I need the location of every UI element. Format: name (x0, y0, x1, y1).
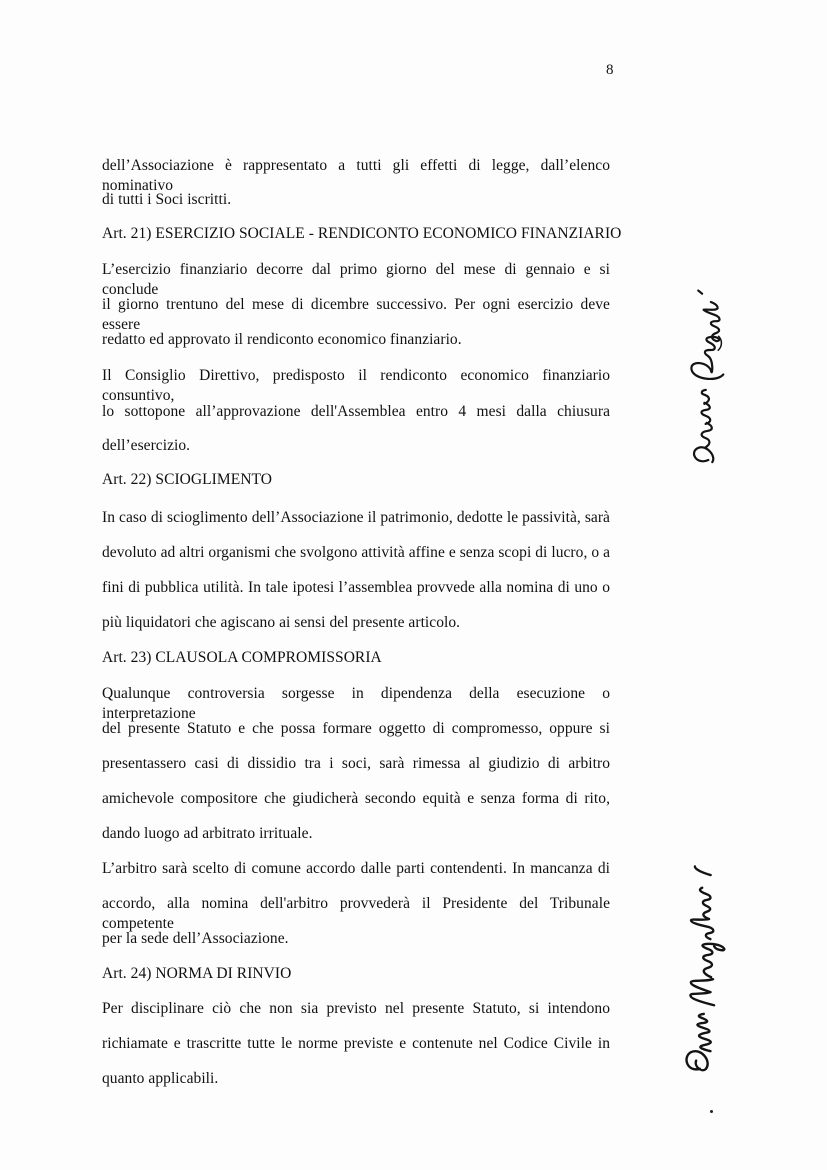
text-line: quanto applicabili. (102, 1070, 219, 1087)
text-line: In caso di scioglimento dell’Associazione il patrimonio, dedotte le passività, sarà (102, 509, 610, 526)
article-heading: Art. 22) SCIOGLIMENTO (102, 471, 272, 488)
text-line: del presente Statuto e che possa formare oggetto di compromesso, oppure si (102, 720, 610, 737)
handwritten-signature (670, 235, 750, 475)
article-heading: Art. 24) NORMA DI RINVIO (102, 965, 292, 982)
article-heading: Art. 23) CLAUSOLA COMPROMISSORIA (102, 649, 382, 666)
text-line: Qualunque controversia sorgesse in dipendenza della esecuzione o interpretazione (102, 685, 610, 722)
text-line: presentassero casi di dissidio tra i soci, sarà rimessa al giudizio di arbitro (102, 755, 610, 772)
text-line: lo sottopone all’approvazione dell'Assemblea entro 4 mesi dalla chiusura (102, 403, 610, 420)
text-line: L’arbitro sarà scelto di comune accordo dalle parti contendenti. In mancanza di (102, 860, 610, 877)
text-line: fini di pubblica utilità. In tale ipotesi l’assemblea provvede alla nomina di uno o (102, 579, 610, 596)
article-heading: Art. 21) ESERCIZIO SOCIALE - RENDICONTO ECONOMICO FINANZIARIO (102, 225, 622, 242)
text-line: dell’esercizio. (102, 437, 191, 454)
page-number: 8 (606, 62, 614, 78)
text-line: Per disciplinare ciò che non sia previsto nel presente Statuto, si intendono (102, 1000, 610, 1017)
text-line: redatto ed approvato il rendiconto economico finanziario. (102, 331, 462, 348)
text-line: di tutti i Soci iscritti. (102, 191, 232, 208)
handwritten-signature (668, 820, 748, 1080)
text-line: dando luogo ad arbitrato irrituale. (102, 825, 313, 842)
text-line: dell’Associazione è rappresentato a tutti gli effetti di legge, dall’elenco nominativo (102, 157, 610, 194)
text-line: devoluto ad altri organismi che svolgono attività affine e senza scopi di lucro, o a (102, 544, 610, 561)
text-line: accordo, alla nomina dell'arbitro provvederà il Presidente del Tribunale competente (102, 895, 610, 932)
text-line: il giorno trentuno del mese di dicembre successivo. Per ogni esercizio deve essere (102, 296, 610, 333)
text-line: Il Consiglio Direttivo, predisposto il rendiconto economico finanziario consuntivo, (102, 367, 610, 404)
text-line: per la sede dell’Associazione. (102, 930, 289, 947)
text-line: amichevole compositore che giudicherà secondo equità e senza forma di rito, (102, 790, 610, 807)
text-line: più liquidatori che agiscano ai sensi del presente articolo. (102, 614, 461, 631)
text-line: richiamate e trascritte tutte le norme previste e contenute nel Codice Civile in (102, 1035, 610, 1052)
text-line: L’esercizio finanziario decorre dal primo giorno del mese di gennaio e si conclude (102, 261, 610, 298)
scan-dot (710, 1110, 713, 1113)
